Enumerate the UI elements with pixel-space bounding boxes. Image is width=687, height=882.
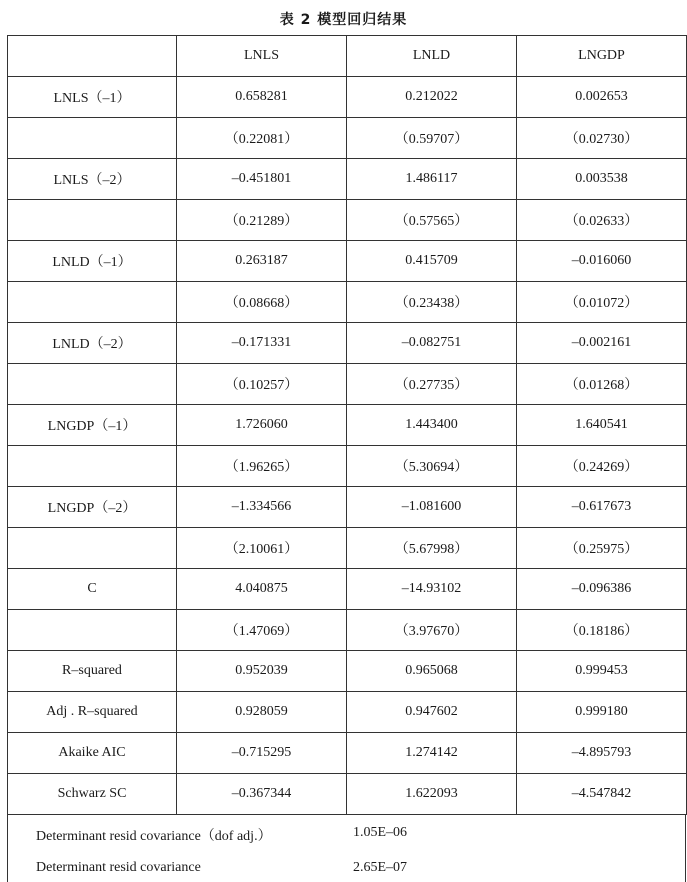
table-cell: （0.23438）: [347, 282, 517, 323]
table-row: [8, 569, 687, 610]
table-cell: （0.27735）: [347, 364, 517, 405]
table-cell: （1.47069）: [177, 610, 347, 651]
table-cell: 0.658281: [177, 77, 347, 118]
table-row: [8, 323, 687, 364]
table-row: [8, 692, 687, 733]
table-cell: 1.274142: [347, 733, 517, 774]
footer-value: 1.05E–06: [353, 825, 408, 840]
header-row: [8, 36, 687, 77]
table-row: [8, 118, 687, 159]
table-cell: （0.10257）: [177, 364, 347, 405]
table-cell: –1.081600: [347, 487, 517, 528]
table-cell: 4.040875: [177, 569, 347, 610]
table-cell: –0.451801: [177, 159, 347, 200]
table-cell: （5.67998）: [347, 528, 517, 569]
column-header: LNLS: [177, 36, 347, 77]
table-cell: –0.617673: [517, 487, 687, 528]
table-cell: （0.24269）: [517, 446, 687, 487]
table-row: [8, 774, 687, 815]
table-cell: （0.25975）: [517, 528, 687, 569]
table-row: [8, 159, 687, 200]
row-label: [8, 118, 177, 159]
table-row: [8, 241, 687, 282]
table-cell: –4.547842: [517, 774, 687, 815]
row-label: Schwarz SC: [8, 774, 177, 815]
table-cell: （3.97670）: [347, 610, 517, 651]
table-cell: 0.002653: [517, 77, 687, 118]
table-cell: （0.01268）: [517, 364, 687, 405]
row-label: LNLD（–1）: [8, 241, 177, 282]
row-label: [8, 200, 177, 241]
table-cell: （0.08668）: [177, 282, 347, 323]
table-row: [8, 528, 687, 569]
table-cell: （0.01072）: [517, 282, 687, 323]
row-label: LNGDP（–1）: [8, 405, 177, 446]
table-cell: （0.57565）: [347, 200, 517, 241]
row-label: LNLS（–1）: [8, 77, 177, 118]
table-row: [8, 651, 687, 692]
footer-label: Determinant resid covariance: [36, 860, 201, 875]
row-label: [8, 364, 177, 405]
table-cell: 1.622093: [347, 774, 517, 815]
footer-value: 2.65E–07: [353, 860, 408, 875]
table-cell: 0.415709: [347, 241, 517, 282]
table-cell: 0.999180: [517, 692, 687, 733]
table-cell: 1.443400: [347, 405, 517, 446]
table-cell: –0.002161: [517, 323, 687, 364]
table-cell: –0.171331: [177, 323, 347, 364]
table-cell: 0.263187: [177, 241, 347, 282]
table-cell: 1.726060: [177, 405, 347, 446]
table-cell: 0.947602: [347, 692, 517, 733]
table-row: [8, 364, 687, 405]
table-row: [8, 282, 687, 323]
table-cell: –0.016060: [517, 241, 687, 282]
table-row: [8, 77, 687, 118]
table-cell: –0.715295: [177, 733, 347, 774]
table-row: [8, 405, 687, 446]
table-cell: 1.640541: [517, 405, 687, 446]
table-footer: [7, 814, 686, 882]
table-cell: 0.965068: [347, 651, 517, 692]
row-label: Adj . R–squared: [8, 692, 177, 733]
table-cell: （0.02633）: [517, 200, 687, 241]
table-cell: –0.096386: [517, 569, 687, 610]
table-cell: –4.895793: [517, 733, 687, 774]
table-cell: （2.10061）: [177, 528, 347, 569]
table-cell: （0.18186）: [517, 610, 687, 651]
table-cell: （0.21289）: [177, 200, 347, 241]
regression-table: [7, 35, 687, 815]
table-cell: （0.59707）: [347, 118, 517, 159]
table-cell: 0.003538: [517, 159, 687, 200]
table-row: [8, 487, 687, 528]
footer-label: Determinant resid covariance（dof adj.）: [36, 829, 272, 844]
table-cell: –0.082751: [347, 323, 517, 364]
column-header: LNLD: [347, 36, 517, 77]
row-label: C: [8, 569, 177, 610]
row-label: [8, 282, 177, 323]
table-cell: （0.22081）: [177, 118, 347, 159]
table-cell: 0.928059: [177, 692, 347, 733]
column-header: [8, 36, 177, 77]
row-label: R–squared: [8, 651, 177, 692]
table-cell: （1.96265）: [177, 446, 347, 487]
table-row: [8, 733, 687, 774]
row-label: Akaike AIC: [8, 733, 177, 774]
table-cell: –1.334566: [177, 487, 347, 528]
table-title: 表 2 模型回归结果: [279, 12, 408, 28]
row-label: LNLD（–2）: [8, 323, 177, 364]
table-cell: （0.02730）: [517, 118, 687, 159]
table-cell: 0.999453: [517, 651, 687, 692]
table-cell: –0.367344: [177, 774, 347, 815]
table-cell: 0.952039: [177, 651, 347, 692]
row-label: [8, 610, 177, 651]
table-row: [8, 446, 687, 487]
table-cell: （5.30694）: [347, 446, 517, 487]
column-header: LNGDP: [517, 36, 687, 77]
table-cell: 1.486117: [347, 159, 517, 200]
table-row: [8, 610, 687, 651]
row-label: [8, 446, 177, 487]
row-label: [8, 528, 177, 569]
row-label: LNGDP（–2）: [8, 487, 177, 528]
table-cell: –14.93102: [347, 569, 517, 610]
row-label: LNLS（–2）: [8, 159, 177, 200]
table-cell: 0.212022: [347, 77, 517, 118]
table-row: [8, 200, 687, 241]
